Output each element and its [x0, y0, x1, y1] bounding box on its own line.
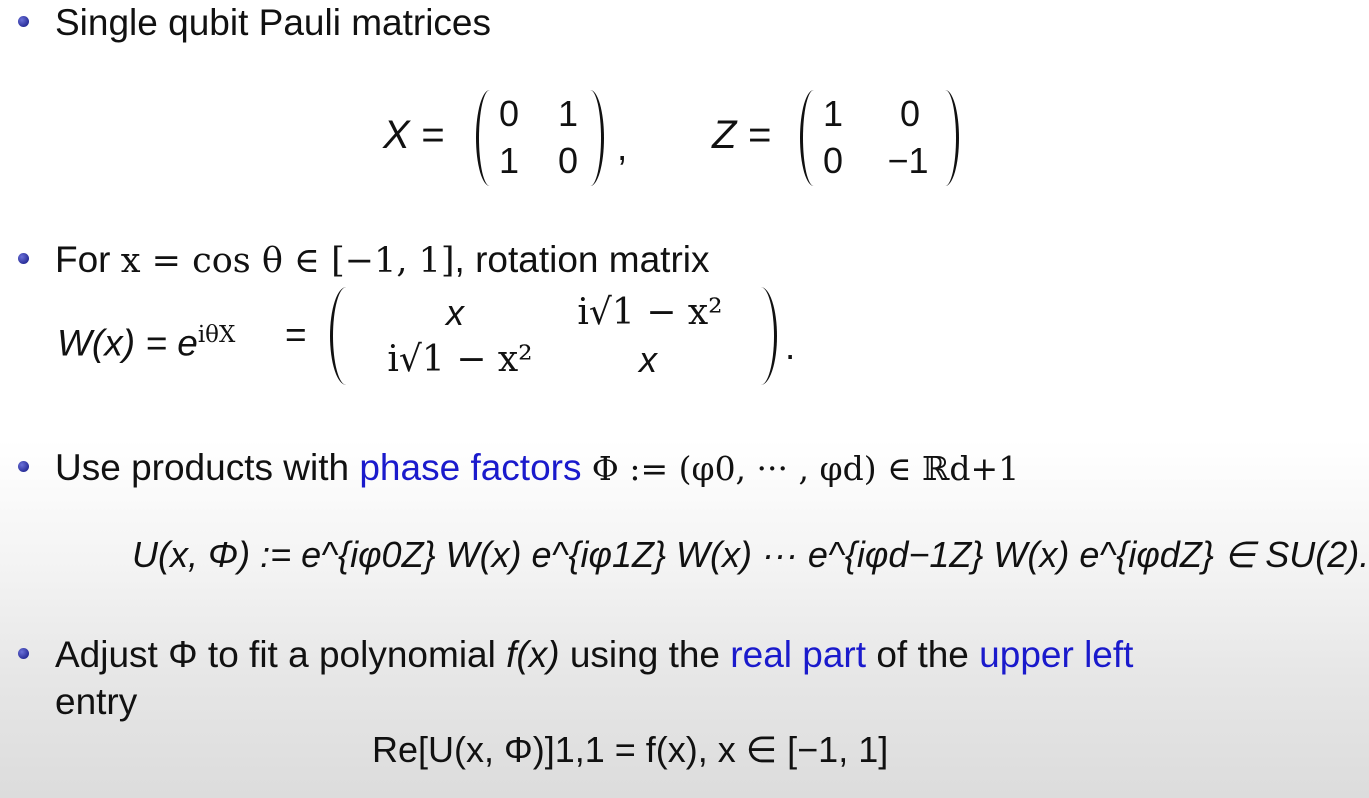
- pauli-x-cell-12: 1: [557, 93, 579, 134]
- pauli-x-cell-11: 0: [498, 93, 520, 134]
- pauli-x-right-paren: [581, 90, 604, 186]
- pauli-x-cell-22: 0: [557, 140, 579, 181]
- pauli-comma: ,: [617, 127, 628, 168]
- rotation-lhs-base: W(x) = e: [57, 322, 198, 364]
- bullet-text-pauli: Single qubit Pauli matrices: [55, 2, 491, 43]
- rotation-cell-22: x: [639, 339, 657, 380]
- rotation-cell-11: x: [446, 292, 464, 333]
- rotation-left-paren: [330, 287, 357, 385]
- pauli-z-label: Z =: [712, 113, 771, 157]
- rotation-prefix: For: [55, 239, 111, 280]
- pauli-x-label: X =: [383, 113, 445, 157]
- bullet-marker-3: [18, 461, 29, 472]
- fit-part1: Adjust Φ to fit a polynomial: [55, 634, 496, 675]
- pauli-z-cell-12: 0: [899, 93, 921, 134]
- rotation-domain-math: x = cos θ ∈ [−1, 1]: [120, 241, 455, 281]
- pauli-z-right-paren: [936, 90, 959, 186]
- fit-part2: using the: [569, 634, 721, 675]
- real-part-link: real part: [730, 634, 867, 675]
- pauli-z-cell-21: 0: [822, 140, 844, 181]
- rotation-lhs-exponent: iθX: [197, 322, 236, 348]
- pauli-x-cell-21: 1: [498, 140, 520, 181]
- fit-formula: Re[U(x, Φ)]1,1 = f(x), x ∈ [−1, 1]: [372, 729, 889, 770]
- rotation-lhs: [57, 313, 235, 365]
- phase-factors-link: phase factors: [359, 447, 582, 488]
- fit-fx: f(x): [506, 634, 560, 675]
- bullet-text-rotation: [55, 238, 710, 283]
- phase-set-math: Φ := (φ0, ··· , φd) ∈ ℝd+1: [591, 449, 1020, 488]
- upper-left-link: upper left: [979, 634, 1134, 675]
- rotation-cell-21: i√1 − x²: [387, 339, 533, 380]
- rotation-right-paren: [750, 287, 777, 385]
- rotation-suffix: , rotation matrix: [454, 239, 710, 280]
- bullet-marker-4: [18, 648, 29, 659]
- rotation-cell-12: i√1 − x²: [577, 292, 723, 333]
- pauli-z-cell-11: 1: [822, 93, 844, 134]
- rotation-equals: =: [285, 314, 307, 355]
- bullet-text-phase: [55, 446, 1019, 491]
- bullet-text-fit: [55, 633, 1133, 677]
- rotation-period: .: [785, 326, 796, 367]
- product-formula: U(x, Φ) := e^{iφ0Z} W(x) e^{iφ1Z} W(x) ··· e^{iφd−1Z} W(x) e^{iφdZ} ∈ SU(2).: [132, 534, 1369, 575]
- pauli-z-cell-22: −1: [887, 140, 929, 181]
- fit-line2: entry: [55, 681, 138, 722]
- phase-prefix: Use products with: [55, 447, 350, 488]
- bullet-marker-1: [18, 16, 29, 27]
- bullet-marker-2: [18, 253, 29, 264]
- fit-part3: of the: [876, 634, 969, 675]
